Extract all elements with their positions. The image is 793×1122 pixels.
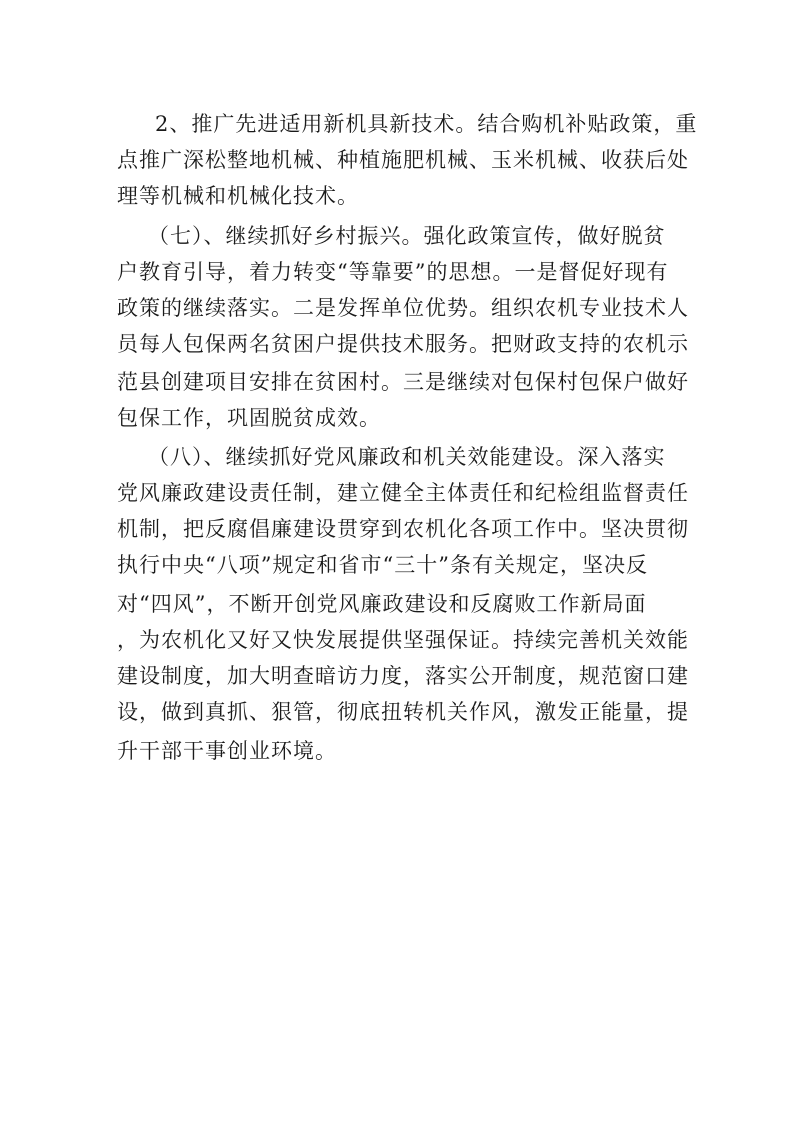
section-8-line-6: ，为农机化又好又快发展提供坚强保证。持续完善机关效能: [117, 628, 689, 652]
section-8-line-9: 升干部干事创业环境。: [117, 739, 337, 763]
section-7-line-2: 户教育引导，着力转变“等靠要”的思想。一是督促好现有: [117, 260, 669, 284]
paragraph-2-line-1: 2、推广先进适用新机具新技术。结合购机补贴政策，重: [155, 112, 698, 136]
section-8-line-3: 机制，把反腐倡廉建设贯穿到农机化各项工作中。坚决贯彻: [117, 517, 689, 541]
section-7-line-3: 政策的继续落实。二是发挥单位优势。组织农机专业技术人: [117, 296, 689, 320]
section-8-line-1: （八）、继续抓好党风廉政和机关效能建设。深入落实: [148, 445, 666, 469]
section-7-line-6: 包保工作，巩固脱贫成效。: [117, 406, 381, 430]
section-7-line-5: 范县创建项目安排在贫困村。三是继续对包保村包保户做好: [117, 370, 689, 394]
section-7-line-1: （七）、继续抓好乡村振兴。强化政策宣传，做好脱贫: [148, 224, 666, 248]
paragraph-2-line-3: 理等机械和机械化技术。: [117, 184, 359, 208]
paragraph-2-line-2: 点推广深松整地机械、种植施肥机械、玉米机械、收获后处: [117, 148, 689, 172]
section-8-line-2: 党风廉政建设责任制，建立健全主体责任和纪检组监督责任: [117, 481, 689, 505]
section-8-line-8: 设，做到真抓、狠管，彻底扭转机关作风，激发正能量，提: [117, 700, 689, 724]
section-7-line-4: 员每人包保两名贫困户提供技术服务。把财政支持的农机示: [117, 332, 689, 356]
section-8-line-4: 执行中央“八项”规定和省市“三十”条有关规定，坚决反: [117, 553, 648, 577]
section-8-line-5: 对“四风”，不断开创党风廉政建设和反腐败工作新局面: [117, 592, 647, 616]
section-8-line-7: 建设制度，加大明查暗访力度，落实公开制度，规范窗口建: [117, 664, 689, 688]
